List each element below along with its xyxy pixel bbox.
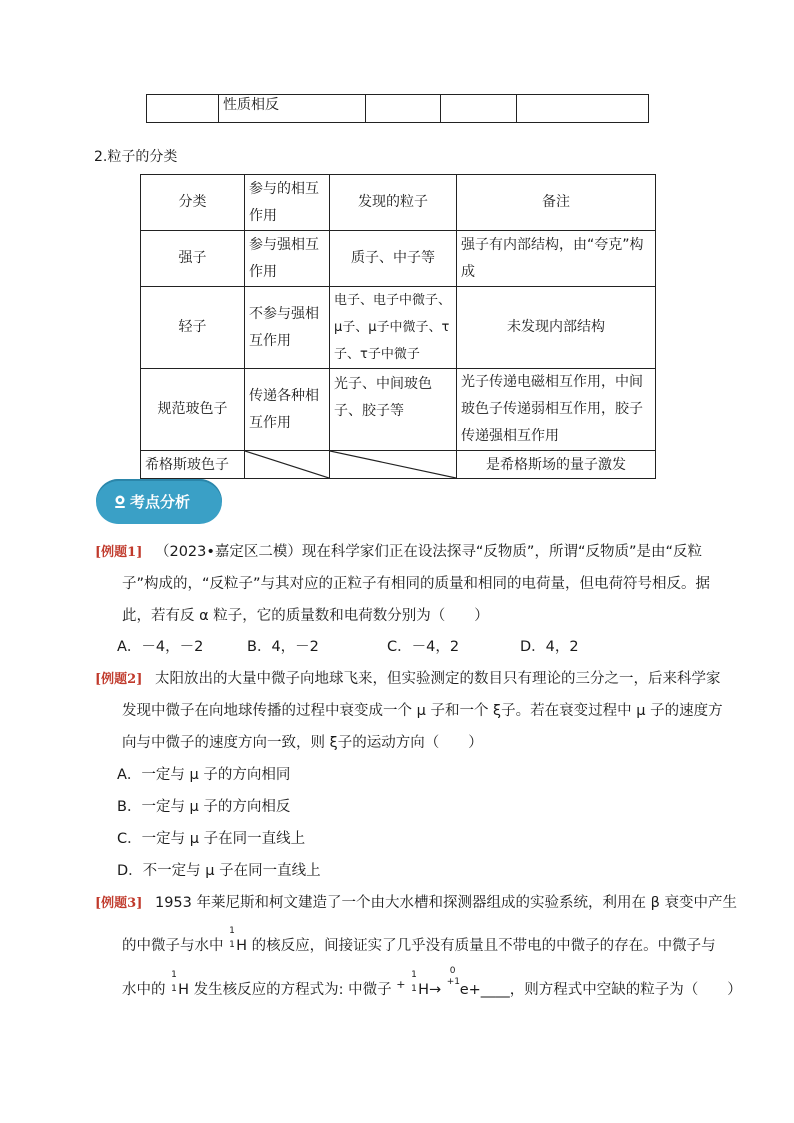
empty-diagonal-cell <box>245 451 330 479</box>
example-2-line-2: 发现中微子在向地球传播的过程中衰变成一个 μ 子和一个 ξ子。若在衰变过程中 μ 子的速度方 <box>122 703 723 719</box>
option-c: C．一定与 μ 子在同一直线上 <box>117 831 306 847</box>
top-table-fragment <box>146 94 649 123</box>
example-3-line-3 <box>122 966 742 999</box>
table-cell <box>147 95 219 123</box>
table-cell: 参与强相互作用 <box>245 231 330 287</box>
mass-number: 1 <box>229 926 235 936</box>
table-cell: 规范玻色子 <box>141 369 245 451</box>
table-row <box>141 451 656 479</box>
example-2-line-3: 向与中微子的速度方向一致，则 ξ子的运动方向（ ） <box>122 735 483 751</box>
table-cell: 光子、中间玻色子、胶子等 <box>330 369 457 451</box>
option-d: D．4，2 <box>520 639 579 655</box>
option-c: C．－4，2 <box>387 639 460 655</box>
table-row <box>141 369 656 451</box>
table-row <box>141 287 656 369</box>
text-run: 的中微子与水中 <box>122 938 229 954</box>
table-cell: 不参与强相互作用 <box>245 287 330 369</box>
table-cell <box>517 95 649 123</box>
text-run: H 发生核反应的方程式为: 中微子 <box>178 982 397 998</box>
header-cell: 发现的粒子 <box>330 175 457 231</box>
nuclide-notation <box>170 970 178 994</box>
charge-number: 1 <box>229 940 235 950</box>
question-text: （2023•嘉定区二模）现在科学家们正在设法探寻“反物质”，所谓“反物质”是由“反粒 <box>154 544 702 560</box>
table-cell: 性质相反 <box>219 95 366 123</box>
positron-notation <box>446 966 461 994</box>
table-cell: 是希格斯场的量子激发 <box>457 451 656 479</box>
badge-label: 考点分析 <box>130 493 191 511</box>
text-run: 水中的 <box>122 982 171 998</box>
table-cell: 希格斯玻色子 <box>141 451 245 479</box>
table-cell <box>441 95 517 123</box>
table-cell: 强子 <box>141 231 245 287</box>
table-cell: 轻子 <box>141 287 245 369</box>
nuclide-notation <box>410 970 418 994</box>
particle-classification-table <box>140 174 656 479</box>
example-tag: [例题3] <box>95 896 143 911</box>
header-cell: 参与的相互作用 <box>245 175 330 231</box>
question-text: 太阳放出的大量中微子向地球飞来，但实验测定的数目只有理论的三分之一，后来科学家 <box>154 671 721 687</box>
option-a: A．－4，－2 <box>117 639 204 655</box>
example-3-line-2 <box>122 926 716 955</box>
option-d: D．不一定与 μ 子在同一直线上 <box>117 863 321 879</box>
table-cell: 未发现内部结构 <box>457 287 656 369</box>
example-1-line-2: 子”构成的，“反粒子”与其对应的正粒子有相同的质量和相同的电荷量，但电荷符号相反。据 <box>122 576 711 592</box>
table-header-row <box>141 175 656 231</box>
mass-number: 0 <box>449 966 456 976</box>
example-2-line-1 <box>95 667 720 688</box>
header-cell: 备注 <box>457 175 656 231</box>
section-badge <box>96 479 222 524</box>
example-tag: [例题2] <box>95 672 143 687</box>
nuclide-notation <box>228 926 236 950</box>
empty-diagonal-cell <box>330 451 457 479</box>
table-row <box>141 231 656 287</box>
table-cell: 电子、电子中微子、μ子、μ子中微子、τ子、τ子中微子 <box>330 287 457 369</box>
table-cell <box>366 95 441 123</box>
mass-number: 1 <box>411 970 417 980</box>
question-text: 1953 年莱尼斯和柯文建造了一个由大水槽和探测器组成的实验系统，利用在 β 衰变中产生 <box>154 895 737 911</box>
header-cell: 分类 <box>141 175 245 231</box>
option-b: B．一定与 μ 子的方向相反 <box>117 799 291 815</box>
charge-number: +1 <box>446 977 461 987</box>
option-b: B．4，－2 <box>247 639 319 655</box>
example-1-line-1 <box>95 540 702 561</box>
section-title: 2.粒子的分类 <box>94 149 178 165</box>
text-run: e+____，则方程式中空缺的粒子为（ ） <box>459 982 742 998</box>
example-tag: [例题1] <box>95 545 143 560</box>
table-cell: 传递各种相互作用 <box>245 369 330 451</box>
example-1-line-3: 此，若有反 α 粒子，它的质量数和电荷数分别为（ ） <box>122 608 489 624</box>
text-run: H→ <box>418 982 446 998</box>
option-a: A．一定与 μ 子的方向相同 <box>117 767 291 783</box>
table-cell: 质子、中子等 <box>330 231 457 287</box>
pin-icon <box>114 495 126 509</box>
example-3-line-1 <box>95 891 737 912</box>
charge-number: 1 <box>411 984 417 994</box>
plus-sign: + <box>396 978 406 991</box>
table-cell: 强子有内部结构，由“夸克”构成 <box>457 231 656 287</box>
charge-number: 1 <box>171 984 177 994</box>
mass-number: 1 <box>171 970 177 980</box>
text-run: H 的核反应，间接证实了几乎没有质量且不带电的中微子的存在。中微子与 <box>236 938 716 954</box>
table-cell: 光子传递电磁相互作用，中间玻色子传递弱相互作用，胶子传递强相互作用 <box>457 369 656 451</box>
